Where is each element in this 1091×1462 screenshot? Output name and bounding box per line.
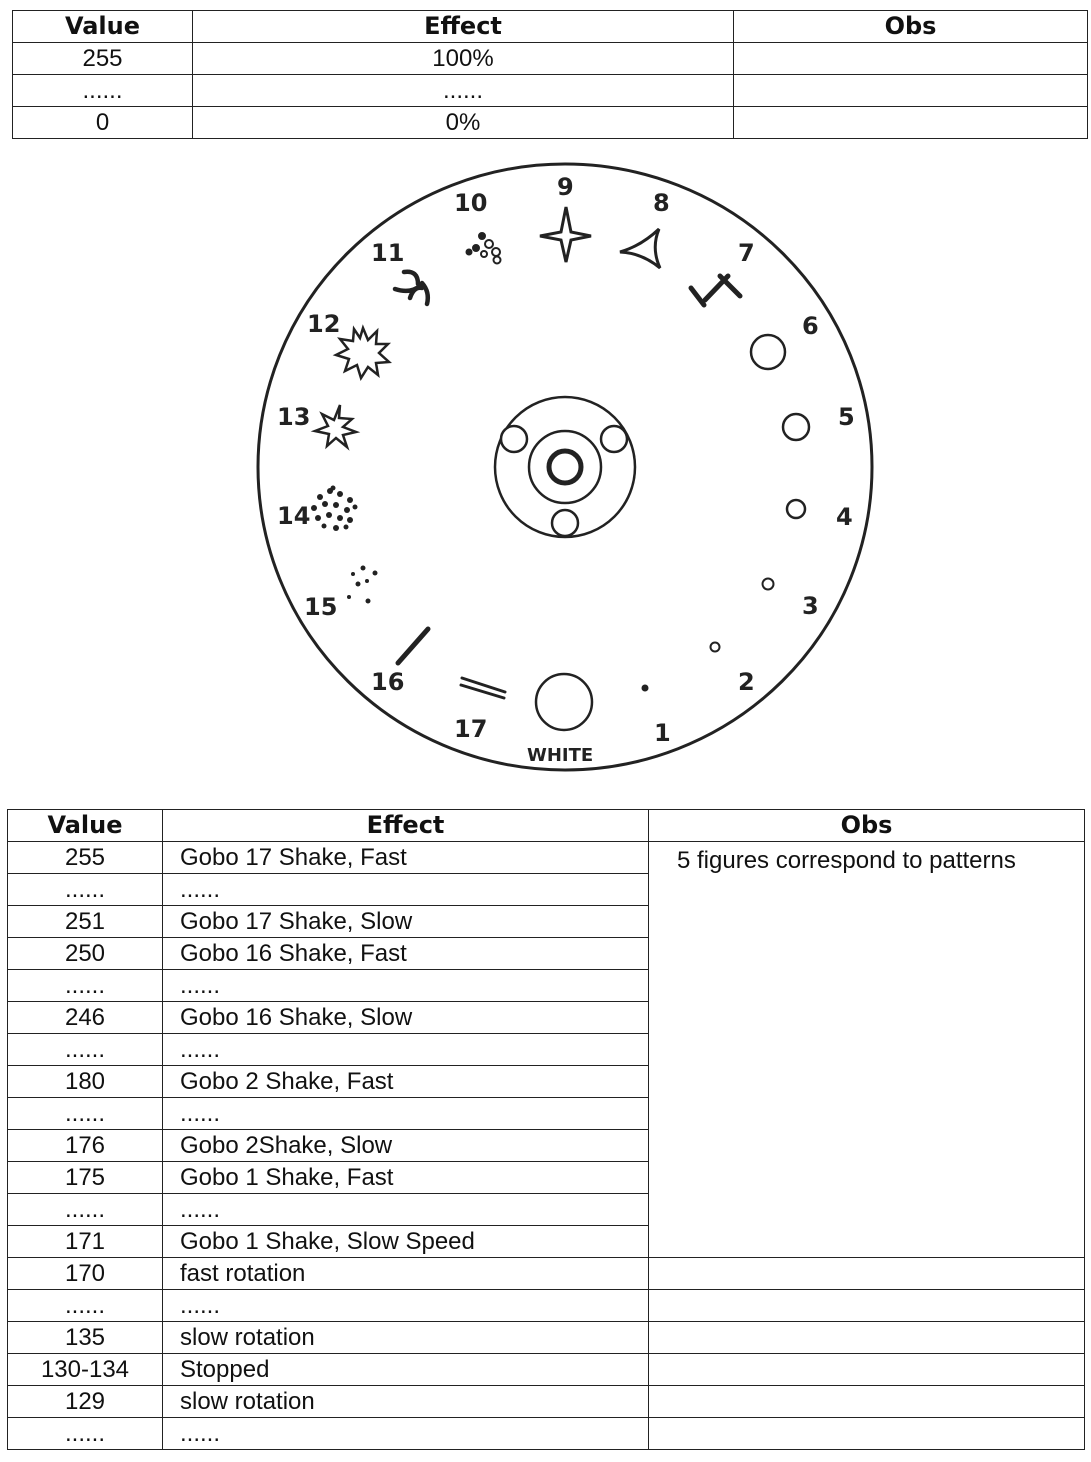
effect-cell: ...... bbox=[163, 1290, 649, 1322]
gobo-14-dot-cluster bbox=[311, 486, 358, 532]
obs-cell bbox=[734, 75, 1088, 107]
header-obs: Obs bbox=[649, 810, 1085, 842]
obs-cell bbox=[649, 1290, 1085, 1322]
value-cell: 171 bbox=[8, 1226, 163, 1258]
value-cell: ...... bbox=[8, 970, 163, 1002]
gobo-12-starburst bbox=[336, 328, 389, 378]
gobo-17-bar bbox=[461, 678, 505, 698]
value-cell: 255 bbox=[13, 43, 193, 75]
effect-cell: Gobo 16 Shake, Slow bbox=[163, 1002, 649, 1034]
gobo-10-bubbles bbox=[467, 233, 501, 264]
gobo-number-13: 13 bbox=[277, 403, 311, 431]
gobo-8-tri-star bbox=[620, 229, 660, 268]
obs-cell bbox=[734, 107, 1088, 139]
value-cell: ...... bbox=[13, 75, 193, 107]
hub-mid-ring bbox=[529, 431, 601, 503]
effect-cell: ...... bbox=[163, 874, 649, 906]
effect-cell: Gobo 2Shake, Slow bbox=[163, 1130, 649, 1162]
effect-cell: ...... bbox=[163, 1034, 649, 1066]
table-row bbox=[8, 1354, 1085, 1386]
effect-cell: slow rotation bbox=[163, 1386, 649, 1418]
gobo-9-star bbox=[540, 207, 591, 262]
gobo-number-3: 3 bbox=[802, 592, 819, 620]
header-value: Value bbox=[13, 11, 193, 43]
value-cell: 180 bbox=[8, 1066, 163, 1098]
gobo-number-1: 1 bbox=[654, 719, 671, 747]
header-value: Value bbox=[8, 810, 163, 842]
gobo-number-14: 14 bbox=[277, 502, 311, 530]
table-row bbox=[8, 1258, 1085, 1290]
effect-cell: ...... bbox=[163, 970, 649, 1002]
gobo-1-dot bbox=[642, 685, 649, 692]
gobo-11-swirl bbox=[395, 272, 428, 304]
obs-cell bbox=[649, 1258, 1085, 1290]
gobo-number-6: 6 bbox=[802, 312, 819, 340]
obs-cell bbox=[649, 1418, 1085, 1450]
obs-cell bbox=[649, 1386, 1085, 1418]
effect-cell: fast rotation bbox=[163, 1258, 649, 1290]
gobo-5-ring bbox=[783, 414, 809, 440]
value-cell: 0 bbox=[13, 107, 193, 139]
table-row bbox=[13, 75, 1088, 107]
gobo-number-9: 9 bbox=[557, 173, 574, 201]
obs-cell bbox=[734, 43, 1088, 75]
value-cell: ...... bbox=[8, 1098, 163, 1130]
effect-cell: ...... bbox=[163, 1418, 649, 1450]
value-cell: 246 bbox=[8, 1002, 163, 1034]
effect-cell: 0% bbox=[193, 107, 734, 139]
header-effect: Effect bbox=[193, 11, 734, 43]
effect-cell: ...... bbox=[163, 1098, 649, 1130]
header-effect: Effect bbox=[163, 810, 649, 842]
hub-inner-ring bbox=[549, 451, 581, 483]
effect-cell: Gobo 16 Shake, Fast bbox=[163, 938, 649, 970]
gobo-number-2: 2 bbox=[738, 668, 755, 696]
hub-hole bbox=[552, 510, 578, 536]
effect-cell: Gobo 1 Shake, Fast bbox=[163, 1162, 649, 1194]
gobo-13-jagged-star bbox=[315, 405, 356, 447]
gobo-number-12: 12 bbox=[307, 310, 341, 338]
gobo-number-5: 5 bbox=[838, 403, 855, 431]
table-row bbox=[13, 107, 1088, 139]
gobo-white-open bbox=[536, 674, 592, 730]
gobo-2-ring bbox=[711, 643, 720, 652]
effect-cell: 100% bbox=[193, 43, 734, 75]
value-cell: 175 bbox=[8, 1162, 163, 1194]
value-cell: 130-134 bbox=[8, 1354, 163, 1386]
table-row bbox=[13, 43, 1088, 75]
gobo-wheel-diagram bbox=[250, 158, 880, 780]
table-row bbox=[8, 1386, 1085, 1418]
obs-cell bbox=[649, 1322, 1085, 1354]
value-cell: ...... bbox=[8, 1290, 163, 1322]
effect-cell: Gobo 1 Shake, Slow Speed bbox=[163, 1226, 649, 1258]
gobo-white-label: WHITE bbox=[527, 745, 594, 766]
gobo-7-broken-bars bbox=[691, 276, 740, 305]
value-cell: 135 bbox=[8, 1322, 163, 1354]
value-cell: 176 bbox=[8, 1130, 163, 1162]
effect-cell: Gobo 2 Shake, Fast bbox=[163, 1066, 649, 1098]
gobo-number-16: 16 bbox=[371, 668, 405, 696]
value-cell: 129 bbox=[8, 1386, 163, 1418]
effect-cell: ...... bbox=[163, 1194, 649, 1226]
effect-cell: Gobo 17 Shake, Fast bbox=[163, 842, 649, 874]
gobo-16-bar bbox=[398, 629, 428, 663]
gobo-number-11: 11 bbox=[371, 239, 405, 267]
gobo-number-10: 10 bbox=[454, 189, 488, 217]
value-cell: ...... bbox=[8, 1418, 163, 1450]
effect-cell: ...... bbox=[193, 75, 734, 107]
value-cell: 250 bbox=[8, 938, 163, 970]
gobo-value-table bbox=[7, 809, 1085, 1450]
hub-hole bbox=[601, 426, 627, 452]
gobo-number-4: 4 bbox=[836, 503, 853, 531]
value-cell: ...... bbox=[8, 1034, 163, 1066]
gobo-number-17: 17 bbox=[454, 715, 488, 743]
table-row bbox=[8, 1418, 1085, 1450]
gobo-4-ring bbox=[787, 500, 805, 518]
obs-note: 5 figures correspond to patterns bbox=[649, 842, 1085, 1258]
effect-cell: Gobo 17 Shake, Slow bbox=[163, 906, 649, 938]
value-cell: ...... bbox=[8, 1194, 163, 1226]
value-cell: 255 bbox=[8, 842, 163, 874]
table-row bbox=[8, 1290, 1085, 1322]
top-value-table bbox=[12, 10, 1088, 139]
gobo-6-ring bbox=[751, 335, 785, 369]
value-cell: 251 bbox=[8, 906, 163, 938]
gobo-number-7: 7 bbox=[738, 239, 755, 267]
effect-cell: slow rotation bbox=[163, 1322, 649, 1354]
table-row bbox=[8, 1322, 1085, 1354]
gobo-number-15: 15 bbox=[304, 593, 338, 621]
obs-cell bbox=[649, 1354, 1085, 1386]
gobo-number-8: 8 bbox=[653, 189, 670, 217]
effect-cell: Stopped bbox=[163, 1354, 649, 1386]
value-cell: ...... bbox=[8, 874, 163, 906]
hub-hole bbox=[501, 426, 527, 452]
header-obs: Obs bbox=[734, 11, 1088, 43]
gobo-15-scattered-dots bbox=[347, 566, 378, 604]
value-cell: 170 bbox=[8, 1258, 163, 1290]
gobo-3-ring bbox=[763, 579, 774, 590]
table-row bbox=[8, 842, 1085, 874]
